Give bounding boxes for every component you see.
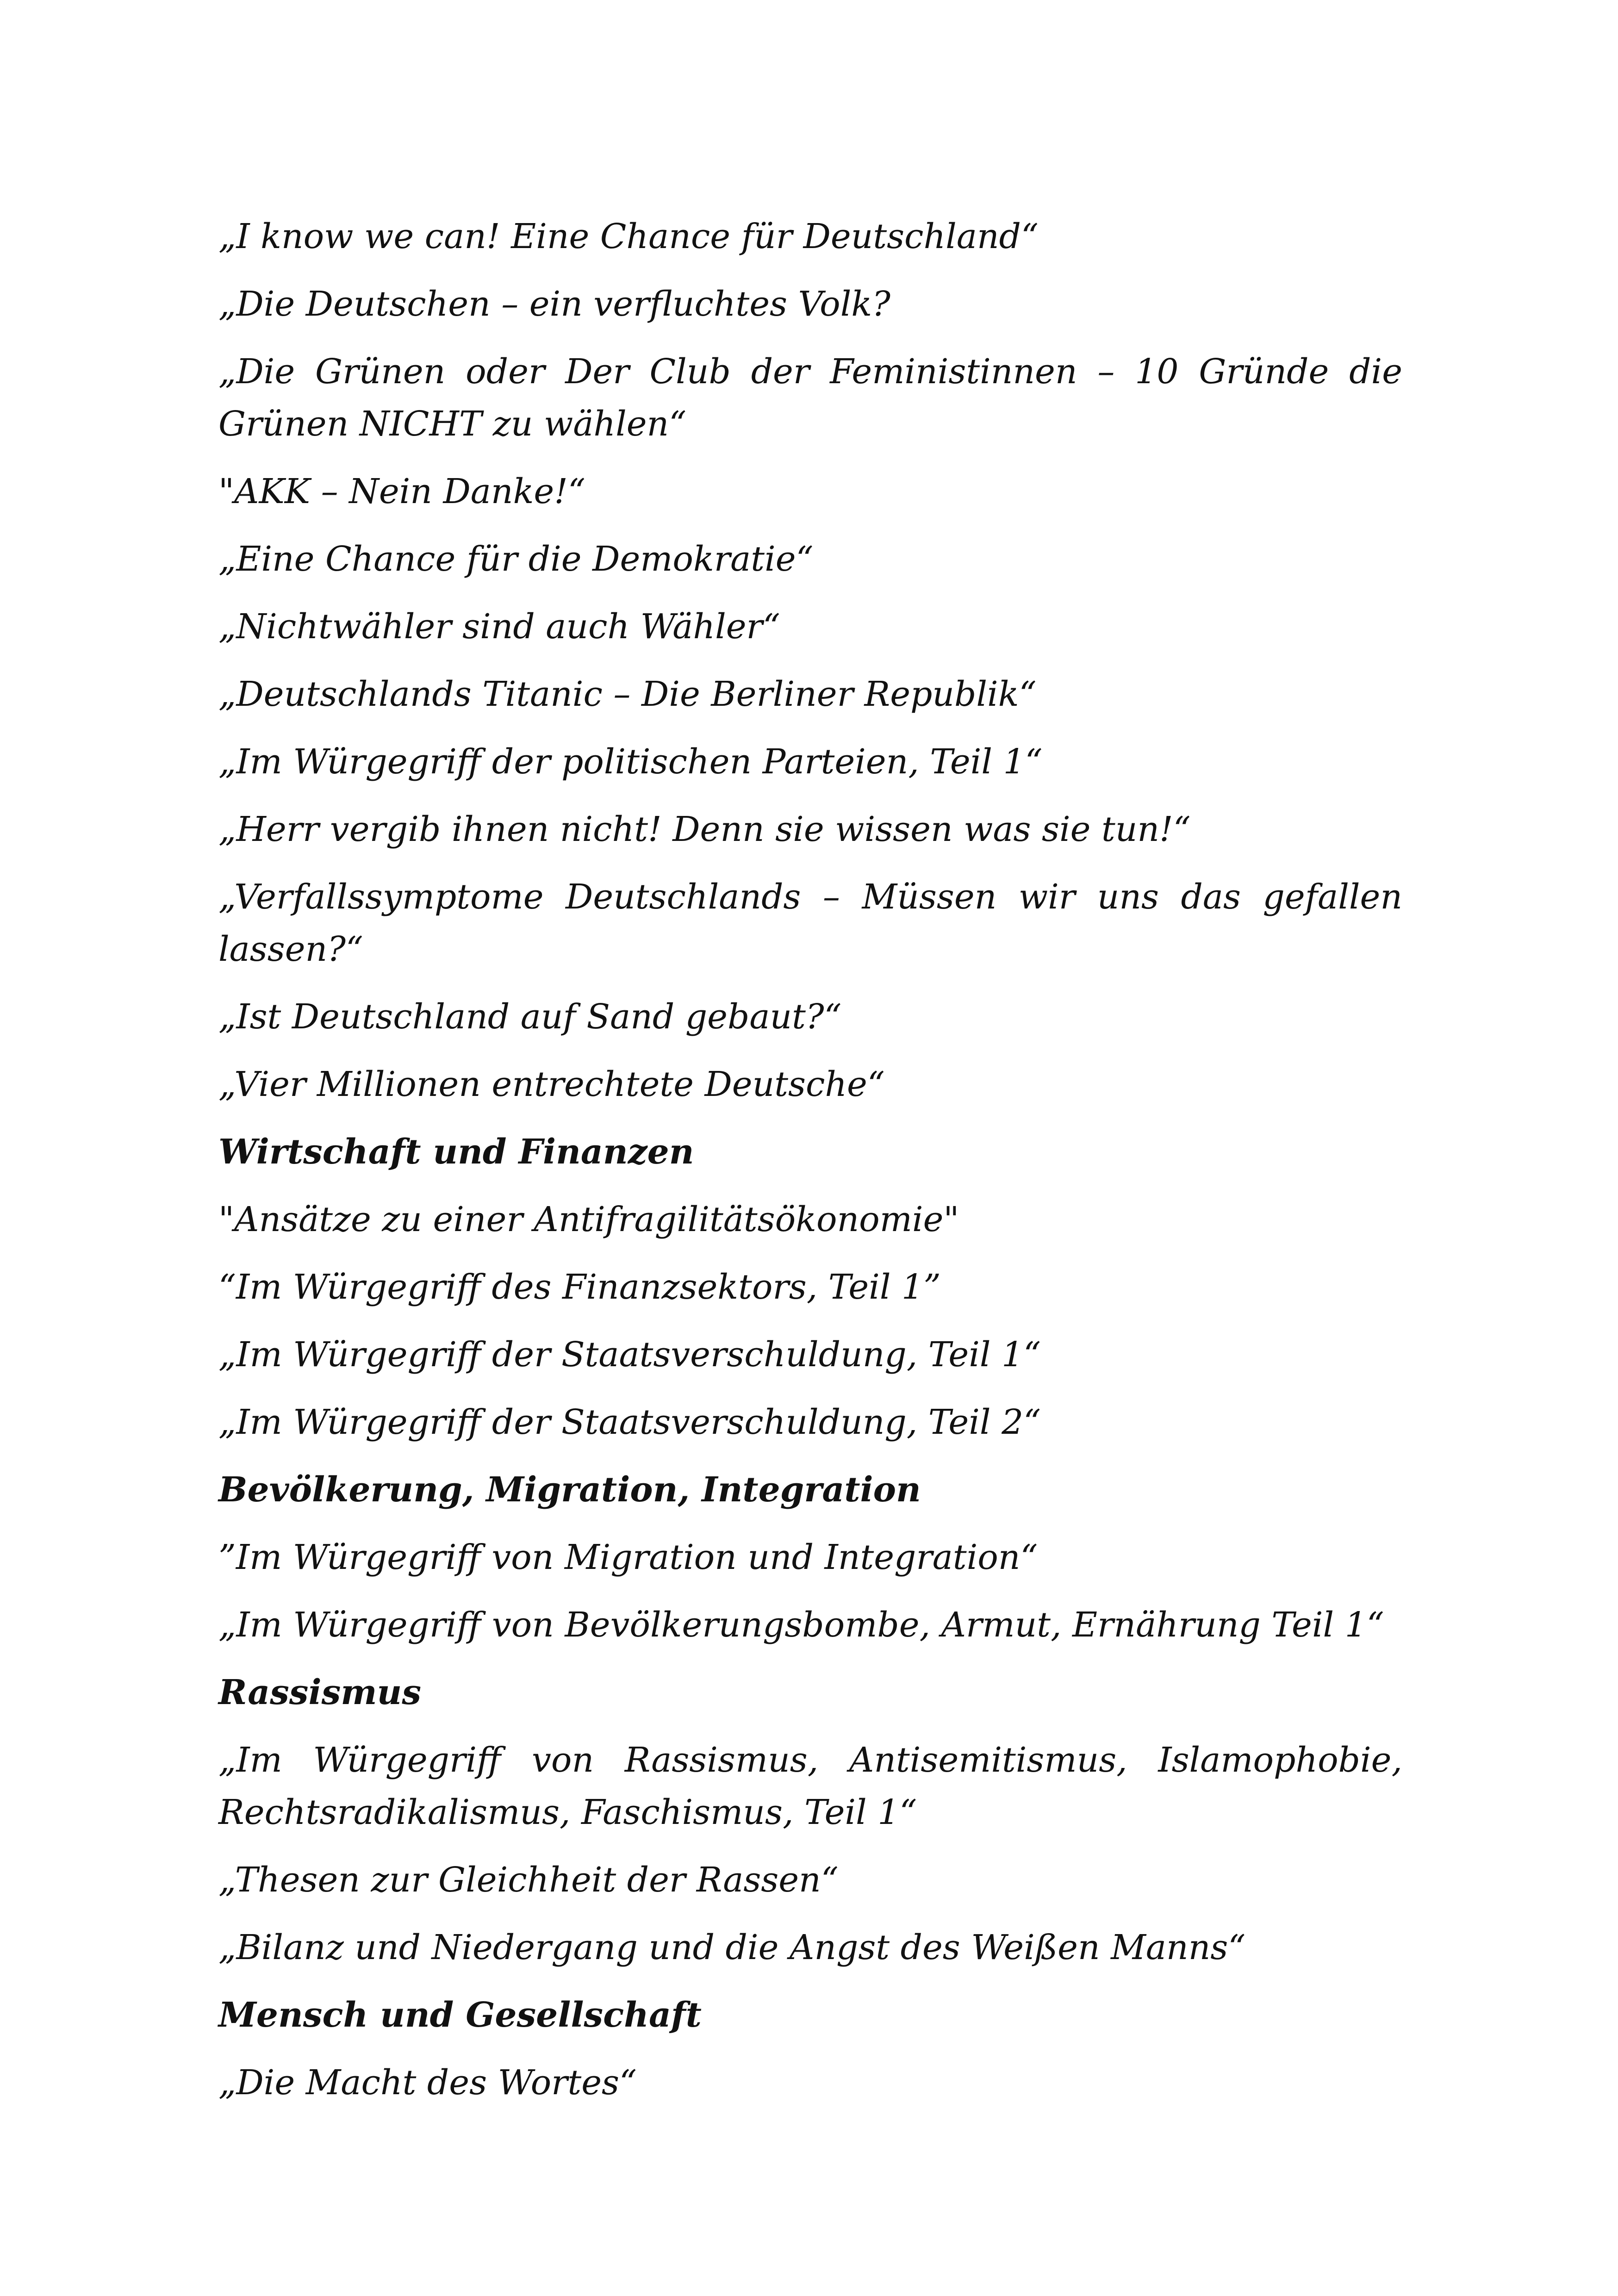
list-item: „Deutschlands Titanic – Die Berliner Republik“ [218,674,1037,714]
title-list [218,211,1402,2124]
list-item: "Ansätze zu einer Antifragilitätsökonomie" [218,1200,959,1239]
list-item: „I know we can! Eine Chance für Deutschland“ [218,217,1039,256]
list-item: ”Im Würgegriff von Migration und Integration“ [218,1537,1038,1577]
list-item: „Nichtwähler sind auch Wähler“ [218,607,780,647]
list-item: „Ist Deutschland auf Sand gebaut?“ [218,997,842,1037]
list-item: „Im Würgegriff der Staatsverschuldung, Teil 2“ [218,1402,1041,1442]
list-item: „Die Grünen oder Der Club der Feministinnen – 10 Gründe die Grünen NICHT zu wählen“ [218,352,1402,444]
list-item: „Herr vergib ihnen nicht! Denn sie wissen was sie tun!“ [218,809,1191,849]
list-item: „Vier Millionen entrechtete Deutsche“ [218,1064,885,1104]
list-item: „Die Deutschen – ein verfluchtes Volk? [218,284,890,324]
section-heading-mensch: Mensch und Gesellschaft [218,1995,702,2035]
list-item: „Verfallssymptome Deutschlands – Müssen wir uns das gefallen lassen?“ [218,877,1402,969]
list-item: "AKK – Nein Danke!“ [218,472,585,511]
list-item: „Bilanz und Niedergang und die Angst des Weißen Manns“ [218,1928,1246,1967]
list-item: „Im Würgegriff von Bevölkerungsbombe, Armut, Ernährung Teil 1“ [218,1605,1384,1645]
section-heading-wirtschaft: Wirtschaft und Finanzen [218,1132,694,1172]
list-item: „Thesen zur Gleichheit der Rassen“ [218,1860,839,1900]
list-item: „Im Würgegriff der politischen Parteien, Teil 1“ [218,742,1043,782]
section-heading-bevoelkerung: Bevölkerung, Migration, Integration [218,1470,921,1510]
list-item: „Die Macht des Wortes“ [218,2063,637,2103]
list-item: „Im Würgegriff der Staatsverschuldung, Teil 1“ [218,1335,1041,1375]
list-item: „Im Würgegriff von Rassismus, Antisemitismus, Islamophobie, Rechtsradikalismus, Faschismus, Teil 1“ [218,1740,1402,1832]
list-item: “Im Würgegriff des Finanzsektors, Teil 1” [218,1267,941,1307]
section-heading-rassismus: Rassismus [218,1673,422,1712]
list-item: „Eine Chance für die Demokratie“ [218,539,814,579]
